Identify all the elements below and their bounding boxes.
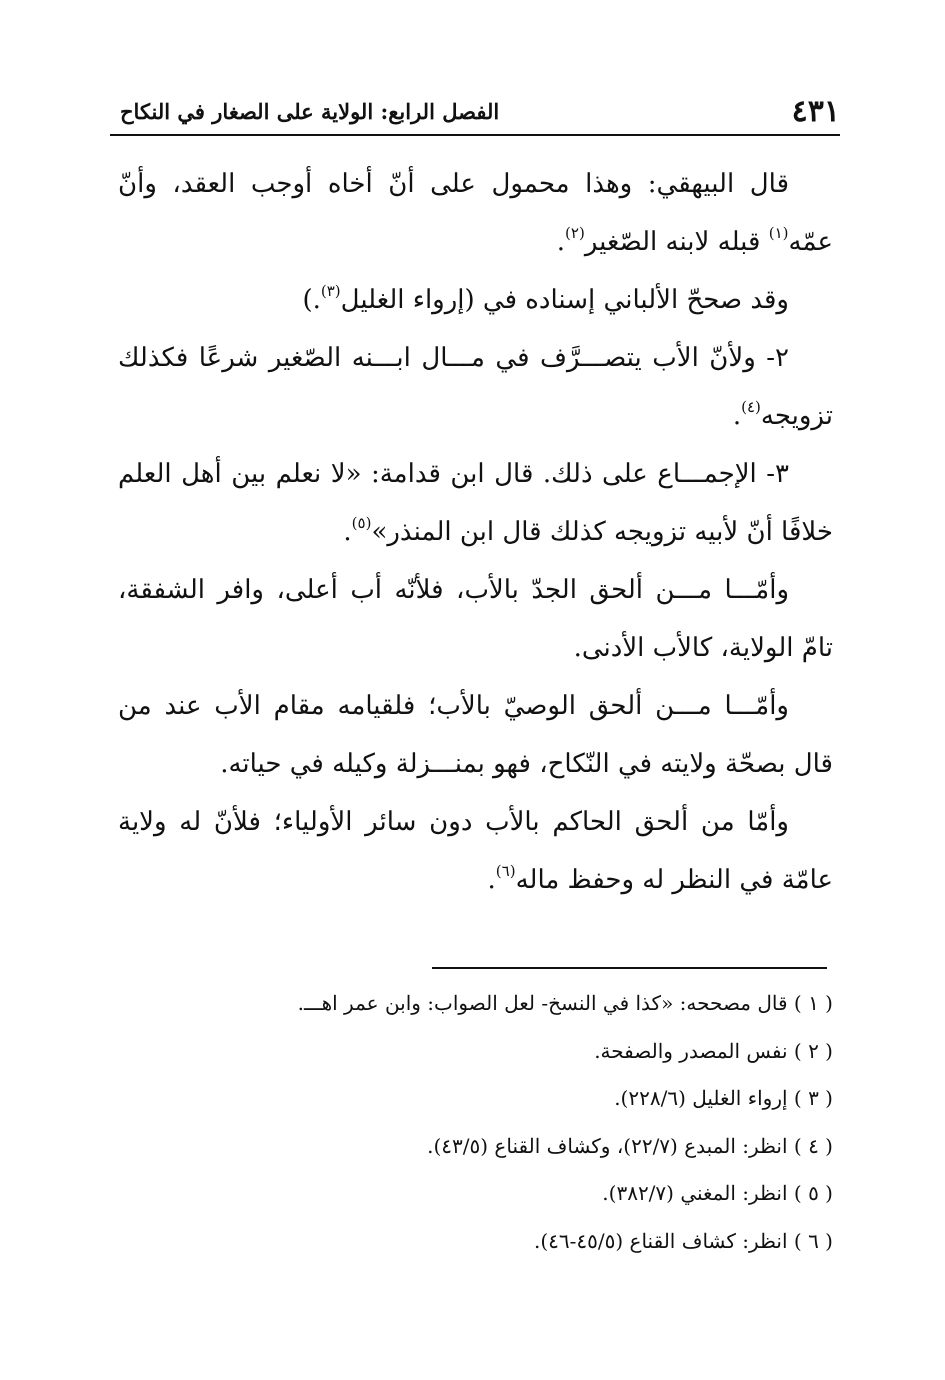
page-header (110, 92, 840, 134)
footnote-ref-5[interactable]: (٥) (351, 514, 372, 532)
footnote-separator (432, 967, 827, 969)
paragraph-5: وأمّـــا مـــن ألحق الجدّ بالأب، فلأنّه أب أعلى، وافر الشفقة، تامّ الولاية، كالأب الأدنى. (118, 575, 833, 663)
paragraph-2-text-a: وقد صححّ الألباني إسناده في (إرواء الغليل (340, 285, 789, 315)
footnote-1: ( ١ ) قال مصححه: «كذا في النسخ- لعل الصواب: وابن عمر اهـــ. (297, 991, 833, 1015)
footnote-4: ( ٤ ) انظر: المبدع (٢٢/٧)، وكشاف القناع (٤٣/٥). (427, 1133, 833, 1158)
paragraph-3-text-a: ٢- ولأنّ الأب يتصـــرَّف في مـــال ابـــنه الصّغير شرعًا فكذلك تزويجه (118, 343, 833, 431)
footnote-5: ( ٥ ) انظر: المغني (٣٨٢/٧). (602, 1181, 833, 1205)
footnote-ref-3[interactable]: (٣) (320, 282, 341, 300)
paragraph-6: وأمّـــا مـــن ألحق الوصيّ بالأب؛ فلقيامه مقام الأب عند من قال بصحّة ولايته في النّكاح، فهو بمنـــزلة وكيله في حياته. (118, 691, 833, 779)
footnote-2: ( ٢ ) نفس المصدر والصفحة. (594, 1038, 833, 1063)
footnote-ref-4[interactable]: (٤) (741, 398, 761, 416)
body-text (118, 155, 833, 909)
paragraph-2 (118, 271, 833, 329)
header-rule (110, 134, 840, 136)
footnote-ref-2[interactable]: (٢) (565, 224, 585, 242)
paragraph-4 (118, 445, 833, 561)
footnote-6: ( ٦ ) انظر: كشاف القناع (٤٥/٥-٤٦). (533, 1228, 833, 1253)
footnote-3: ( ٣ ) إرواء الغليل (٢٢٨/٦). (614, 1086, 833, 1110)
paragraph-3 (118, 329, 833, 445)
running-title: الفصل الرابع: الولاية على الصغار في النكاح (120, 99, 500, 124)
paragraph-2-text-b: .) (302, 285, 321, 315)
footnote-ref-6[interactable]: (٦) (495, 862, 516, 880)
paragraph-7-text-a: وأمّا من ألحق الحاكم بالأب دون سائر الأولياء؛ فلأنّ له ولاية عامّة في النظر له وحفظ ماله (118, 807, 833, 895)
paragraph-1-text-a: قال البيهقي: وهذا محمول على أنّ أخاه أوجب العقد، وأنّ عمّه (118, 169, 833, 257)
paragraph-4-text-b: . (343, 517, 352, 547)
paragraph-4-text-a: ٣- الإجمـــاع على ذلك. قال ابن قدامة: «لا نعلم بين أهل العلم خلافًا أنّ لأبيه تزويجه كذلك قال ابن المنذر» (118, 459, 833, 547)
paragraph-3-text-b: . (732, 401, 742, 431)
paragraph-7-text-b: . (487, 865, 496, 895)
footnote-ref-1[interactable]: (١) (768, 224, 789, 242)
paragraph-1-text-b: قبله لابنه الصّغير (584, 227, 769, 257)
page-number: ٤٣١ (791, 94, 840, 129)
paragraph-1 (118, 155, 833, 271)
paragraph-7 (118, 793, 833, 909)
paragraph-1-text-c: . (556, 227, 566, 257)
footnotes (118, 980, 833, 1265)
